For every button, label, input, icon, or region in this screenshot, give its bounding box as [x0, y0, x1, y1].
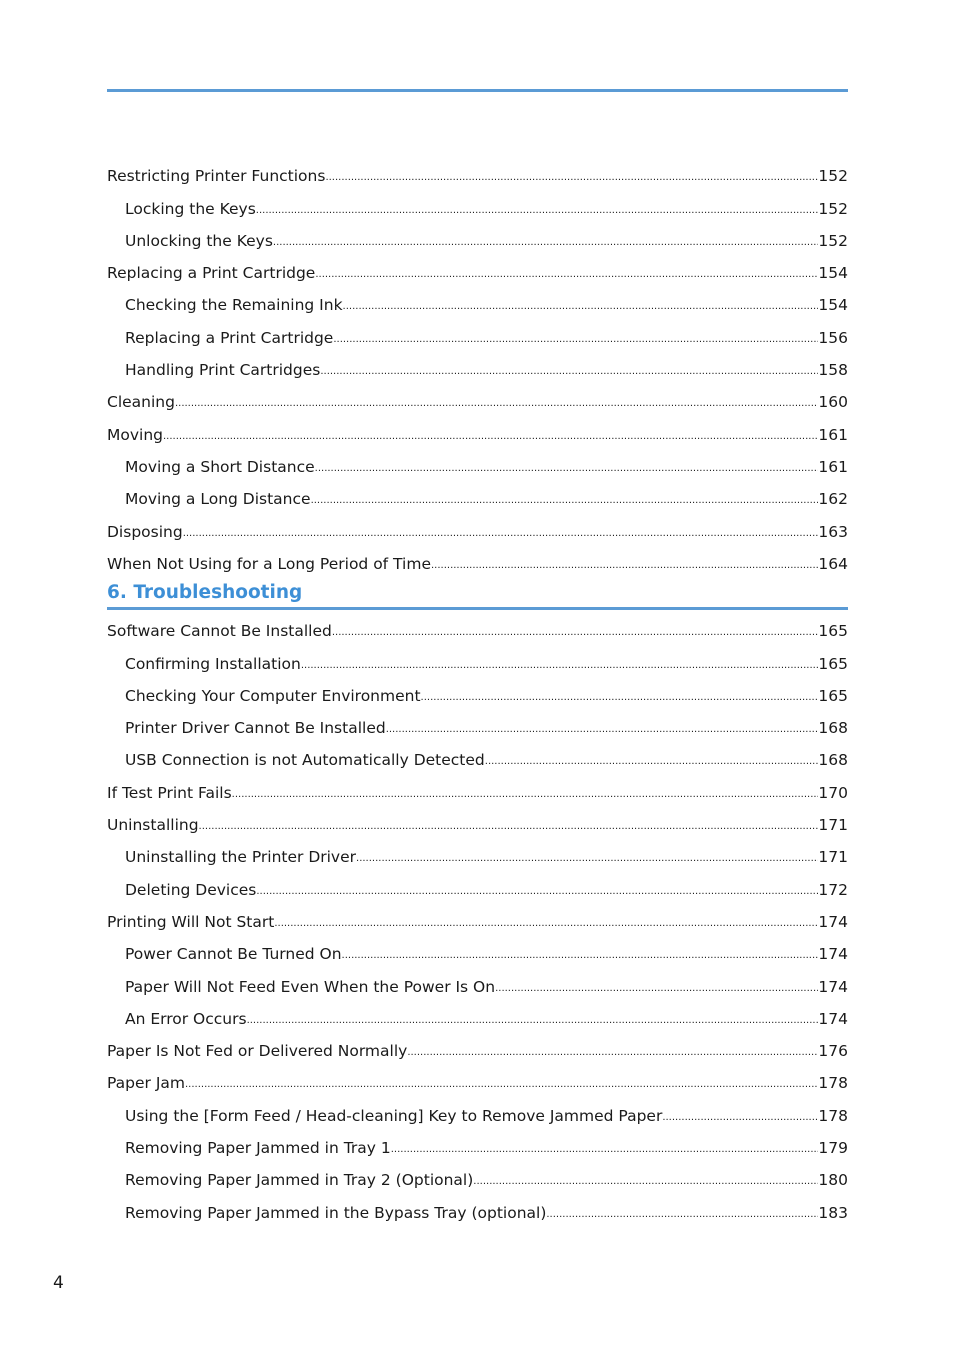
dot-leader: [274, 918, 818, 930]
dot-leader: [332, 627, 819, 639]
toc-entry-page[interactable]: 171: [818, 816, 848, 835]
toc-entry-page[interactable]: 160: [818, 393, 848, 412]
toc-entry-page[interactable]: 168: [818, 719, 848, 738]
dot-leader: [273, 237, 819, 249]
header-rule: [107, 89, 848, 92]
toc-entry-title[interactable]: Using the [Form Feed / Head-cleaning] Key to Remove Jammed Paper: [125, 1106, 663, 1125]
dot-leader: [163, 431, 818, 443]
toc-entry-title[interactable]: Uninstalling: [107, 816, 199, 835]
toc-entry[interactable]: [107, 712, 848, 744]
toc-entry-page[interactable]: 165: [818, 622, 848, 641]
toc-entry[interactable]: [107, 418, 848, 450]
toc-entry[interactable]: [107, 483, 848, 515]
toc-entry-title[interactable]: Replacing a Print Cartridge: [125, 328, 334, 347]
toc-entry[interactable]: [107, 615, 848, 647]
dot-leader: [256, 205, 819, 217]
toc-entry[interactable]: [107, 776, 848, 808]
toc-entry-title[interactable]: Moving a Long Distance: [125, 490, 311, 509]
toc-entry-page[interactable]: 180: [818, 1171, 848, 1190]
toc-entry-page[interactable]: 179: [818, 1139, 848, 1158]
toc-entry-title[interactable]: Removing Paper Jammed in Tray 1: [125, 1139, 391, 1158]
toc-entry[interactable]: [107, 386, 848, 418]
toc-entry[interactable]: [107, 548, 848, 580]
toc-entry-title[interactable]: Removing Paper Jammed in Tray 2 (Optional): [125, 1171, 474, 1190]
toc-entry-page[interactable]: 164: [818, 554, 848, 573]
toc-entry-page[interactable]: 174: [818, 945, 848, 964]
toc-entry-title[interactable]: Restricting Printer Functions: [107, 167, 326, 186]
dot-leader: [343, 301, 819, 313]
dot-leader: [662, 1112, 818, 1124]
toc-entry[interactable]: [107, 289, 848, 321]
dot-leader: [546, 1209, 818, 1221]
dot-leader: [333, 334, 818, 346]
dot-leader: [391, 1144, 819, 1156]
toc-entry-title[interactable]: Removing Paper Jammed in the Bypass Tray (optional): [125, 1203, 547, 1222]
toc-entry-title[interactable]: When Not Using for a Long Period of Time: [107, 554, 431, 573]
toc-entry-page[interactable]: 170: [818, 783, 848, 802]
toc-entry[interactable]: [107, 192, 848, 224]
toc-entry[interactable]: [107, 1035, 848, 1067]
toc-entry-title[interactable]: Paper Will Not Feed Even When the Power Is On: [125, 977, 496, 996]
dot-leader: [485, 756, 819, 768]
toc-entry-page[interactable]: 172: [818, 880, 848, 899]
toc-entry[interactable]: [107, 321, 848, 353]
toc-entry-page[interactable]: 183: [818, 1203, 848, 1222]
toc-entry[interactable]: [107, 1132, 848, 1164]
toc-entry-page[interactable]: 174: [818, 977, 848, 996]
toc-entry-page[interactable]: 163: [818, 522, 848, 541]
toc-entry[interactable]: [107, 938, 848, 970]
toc-entry-page[interactable]: 171: [818, 848, 848, 867]
toc-entry-title[interactable]: Printer Driver Cannot Be Installed: [125, 719, 386, 738]
toc-entry-page[interactable]: 154: [818, 296, 848, 315]
toc-entry[interactable]: [107, 744, 848, 776]
toc-entry-page[interactable]: 158: [818, 361, 848, 380]
toc-entry[interactable]: [107, 515, 848, 547]
toc-entry-title[interactable]: Checking Your Computer Environment: [125, 686, 421, 705]
toc-entry-page[interactable]: 154: [818, 264, 848, 283]
toc-entry-title[interactable]: Software Cannot Be Installed: [107, 622, 332, 641]
toc-entry-page[interactable]: 165: [818, 654, 848, 673]
dot-leader: [431, 560, 818, 572]
toc-entry[interactable]: [107, 1164, 848, 1196]
dot-leader: [311, 495, 819, 507]
toc-entry[interactable]: [107, 354, 848, 386]
dot-leader: [183, 528, 819, 540]
toc-entry-page[interactable]: 178: [818, 1106, 848, 1125]
toc-section-troubleshooting: [107, 615, 848, 1229]
dot-leader: [320, 366, 818, 378]
toc-entry[interactable]: [107, 1067, 848, 1099]
toc-entry-page[interactable]: 174: [818, 1009, 848, 1028]
toc-entry-title[interactable]: Locking the Keys: [125, 199, 256, 218]
toc-entry-title[interactable]: Cleaning: [107, 393, 175, 412]
toc-entry[interactable]: [107, 841, 848, 873]
toc-entry[interactable]: [107, 160, 848, 192]
chapter-heading[interactable]: [107, 580, 848, 610]
toc-entry[interactable]: [107, 1003, 848, 1035]
toc-entry-title[interactable]: If Test Print Fails: [107, 783, 232, 802]
dot-leader: [495, 983, 818, 995]
dot-leader: [325, 172, 818, 184]
toc-entry-title[interactable]: Confirming Installation: [125, 654, 301, 673]
dot-leader: [473, 1176, 818, 1188]
dot-leader: [256, 886, 818, 898]
toc-entry-title[interactable]: Printing Will Not Start: [107, 912, 275, 931]
toc-entry[interactable]: [107, 647, 848, 679]
toc-entry-title[interactable]: Unlocking the Keys: [125, 231, 273, 250]
toc-entry-page[interactable]: 168: [818, 751, 848, 770]
toc-entry[interactable]: [107, 451, 848, 483]
toc-entry-title[interactable]: Uninstalling the Printer Driver: [125, 848, 357, 867]
toc-entry-title[interactable]: An Error Occurs: [125, 1009, 247, 1028]
toc-entry-page[interactable]: 165: [818, 686, 848, 705]
dot-leader: [421, 692, 819, 704]
dot-leader: [407, 1047, 818, 1059]
toc-entry-title[interactable]: Moving: [107, 425, 163, 444]
dot-leader: [247, 1015, 819, 1027]
toc-entry[interactable]: [107, 809, 848, 841]
toc-entry[interactable]: [107, 680, 848, 712]
page-number: 4: [53, 1273, 64, 1293]
toc-entry-page[interactable]: 176: [818, 1042, 848, 1061]
toc-entry[interactable]: [107, 257, 848, 289]
dot-leader: [199, 821, 819, 833]
toc-entry-page[interactable]: 152: [818, 199, 848, 218]
dot-leader: [342, 950, 819, 962]
dot-leader: [301, 660, 819, 672]
toc-entry-page[interactable]: 174: [818, 912, 848, 931]
toc-entry[interactable]: [107, 873, 848, 905]
toc-entry-page[interactable]: 156: [818, 328, 848, 347]
dot-leader: [315, 269, 818, 281]
dot-leader: [185, 1079, 818, 1091]
toc-entry-page[interactable]: 161: [818, 457, 848, 476]
dot-leader: [232, 789, 819, 801]
toc-entry-page[interactable]: 178: [818, 1074, 848, 1093]
toc-entry-page[interactable]: 161: [818, 425, 848, 444]
dot-leader: [315, 463, 819, 475]
toc-entry[interactable]: [107, 1099, 848, 1131]
toc-entry-title[interactable]: Disposing: [107, 522, 183, 541]
toc-entry[interactable]: [107, 906, 848, 938]
toc-entry-title[interactable]: Paper Jam: [107, 1074, 185, 1093]
toc-entry-title[interactable]: Power Cannot Be Turned On: [125, 945, 342, 964]
toc-entry-page[interactable]: 152: [818, 231, 848, 250]
dot-leader: [356, 853, 818, 865]
toc-entry-page[interactable]: 152: [818, 167, 848, 186]
toc-entry-title[interactable]: Deleting Devices: [125, 880, 257, 899]
toc-entry-title[interactable]: Checking the Remaining Ink: [125, 296, 343, 315]
toc-entry-title[interactable]: Replacing a Print Cartridge: [107, 264, 316, 283]
dot-leader: [386, 724, 819, 736]
toc-entry[interactable]: [107, 225, 848, 257]
toc-entry-title[interactable]: USB Connection is not Automatically Detected: [125, 751, 485, 770]
toc-section-maintenance: [107, 160, 848, 580]
toc-entry-page[interactable]: 162: [818, 490, 848, 509]
dot-leader: [175, 398, 818, 410]
toc-entry-title[interactable]: Moving a Short Distance: [125, 457, 315, 476]
toc-entry[interactable]: [107, 970, 848, 1002]
toc-entry[interactable]: [107, 1196, 848, 1228]
chapter-title[interactable]: 6. Troubleshooting: [107, 582, 303, 603]
toc-entry-title[interactable]: Paper Is Not Fed or Delivered Normally: [107, 1042, 408, 1061]
toc-entry-title[interactable]: Handling Print Cartridges: [125, 361, 321, 380]
